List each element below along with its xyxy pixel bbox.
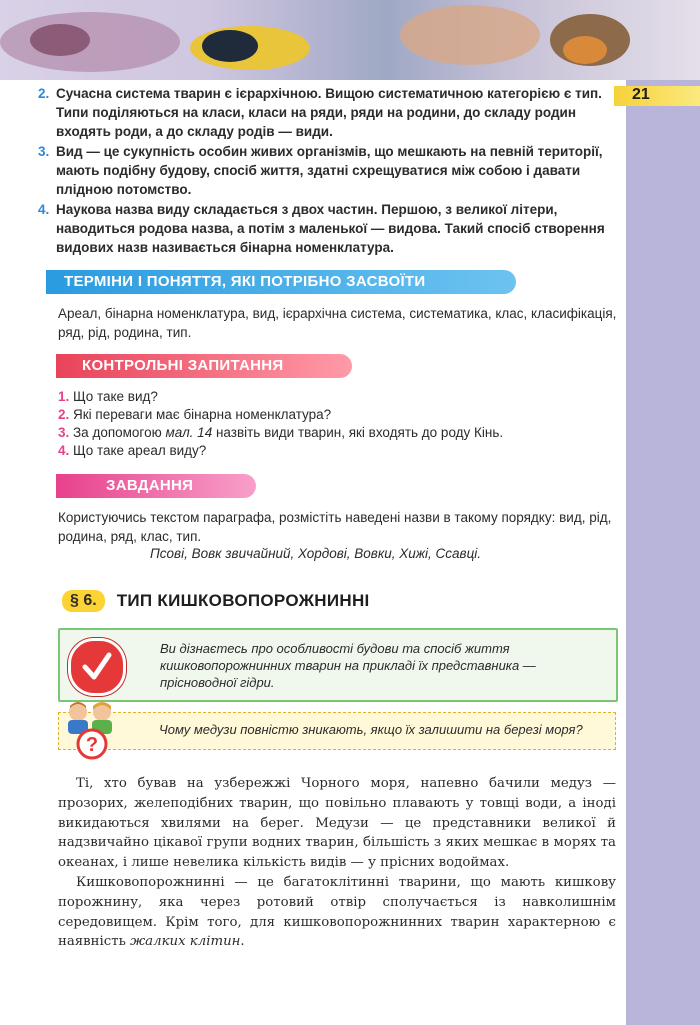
main-body-text xyxy=(58,774,616,952)
butterfly-wing-shape xyxy=(0,12,180,72)
term-stinging-cells: жалких клітин xyxy=(130,934,241,950)
right-margin-sidebar xyxy=(626,80,700,1025)
paragraph-title xyxy=(62,590,370,612)
question-text: Які переваги має бінарна номенклатура? xyxy=(73,407,332,422)
question-item xyxy=(58,424,503,442)
checkmark-icon xyxy=(68,638,126,696)
body-paragraph-2-text: Кишковопорожнинні — це багатоклітинні тварини, що мають кишкову порожнину, яка через ротовий отвір сполучається із навколишнім середовищем. Крім того, для кишковопорожнинних тварин характерною є наявність xyxy=(58,874,616,950)
tasks-heading: ЗАВДАННЯ xyxy=(56,474,256,498)
svg-text:?: ? xyxy=(85,734,99,756)
question-text: Що таке ареал виду? xyxy=(73,443,207,458)
question-item xyxy=(58,388,503,406)
terms-text: Ареал, бінарна номенклатура, вид, ієрархічна система, систематика, клас, класифікація, ряд, рід, родина, тип. xyxy=(58,306,617,340)
list-item xyxy=(38,200,618,257)
question-text: Що таке вид? xyxy=(73,389,158,404)
question-text: За допомогою xyxy=(73,425,166,440)
header-photo-banner xyxy=(0,0,700,80)
question-number: 4. xyxy=(58,443,70,458)
question-item xyxy=(58,406,503,424)
tasks-names: Псові, Вовк звичайний, Хордові, Вовки, Хижі, Ссавці. xyxy=(150,546,482,561)
question-text-rest: назвіть види тварин, які входять до роду Кінь. xyxy=(212,425,504,440)
question-item xyxy=(58,442,503,460)
fish-stripe xyxy=(202,30,258,62)
problem-question-box xyxy=(58,712,616,750)
checkmark-glyph xyxy=(71,641,123,693)
nature-photo-strip xyxy=(0,0,700,80)
question-number: 3. xyxy=(58,425,70,440)
questions-list xyxy=(58,388,503,460)
list-item-number: 2. xyxy=(38,86,50,101)
figure-reference: мал. 14 xyxy=(165,425,213,440)
page-number: 21 xyxy=(632,86,650,103)
shell-shape xyxy=(400,5,540,65)
body-paragraph-2-end: . xyxy=(240,934,245,950)
list-item-number: 3. xyxy=(38,144,50,159)
control-questions-heading: КОНТРОЛЬНІ ЗАПИТАННЯ xyxy=(56,354,352,378)
paragraph-name: ТИП КИШКОВОПОРОЖНИННІ xyxy=(116,591,370,610)
body-paragraph-1: Ті, хто бував на узбережжі Чорного моря, напевно бачили медуз — прозорих, желеподібних тварин, що повільно плавають у товщі води, а іноді викидаються хвилями на берег. Медузи — це представники великої й надзвичайно цікавої групи водних тварин, більшість з яких мешкає в морях та океанах, і лише невелика кількість видів — у прісних водоймах. xyxy=(58,776,616,871)
list-item-text: Наукова назва виду складається з двох частин. Першою, з великої літери, наводиться родова назва, а потім з маленької — видова. Такий спосіб створення видових назв називається бінарна номенклатура. xyxy=(56,202,605,255)
learning-goals-box xyxy=(58,628,618,702)
list-item xyxy=(38,142,618,199)
list-item xyxy=(38,84,618,141)
page-number-tab xyxy=(614,86,700,106)
conclusions-list xyxy=(38,84,618,258)
question-number: 2. xyxy=(58,407,70,422)
paragraph-badge: § 6. xyxy=(62,590,105,612)
learning-goals-text: Ви дізнаєтесь про особливості будови та спосіб життя кишковопорожнинних тварин на прикладі їх представника — прісноводної гідри. xyxy=(160,641,536,690)
butterfly-eye-spot xyxy=(30,24,90,56)
list-item-text: Вид — це сукупність особин живих організмів, що мешкають на певній території, мають подібну будову, спосіб життя, здатні схрещуватися між собою і давати плідною потомство. xyxy=(56,144,603,197)
question-number: 1. xyxy=(58,389,70,404)
list-item-number: 4. xyxy=(38,202,50,217)
list-item-text: Сучасна система тварин є ієрархічною. Вищою систематичною категорією є тип. Типи поділяються на класи, класи на ряди, ряди на родини, до складу родин входять роди, а до складу родів — види. xyxy=(56,86,602,139)
bird-breast xyxy=(563,36,607,64)
terms-heading: ТЕРМІНИ І ПОНЯТТЯ, ЯКІ ПОТРІБНО ЗАСВОЇТИ xyxy=(46,270,516,294)
tasks-text: Користуючись текстом параграфа, розмістіть наведені назви в такому порядку: вид, рід, родина, ряд, клас, тип. xyxy=(58,510,612,544)
problem-question-text: Чому медузи повністю зникають, якщо їх залишити на березі моря? xyxy=(159,722,583,737)
children-question-icon xyxy=(62,700,126,760)
children-illustration xyxy=(62,700,126,760)
body-paragraph-2 xyxy=(58,873,616,952)
